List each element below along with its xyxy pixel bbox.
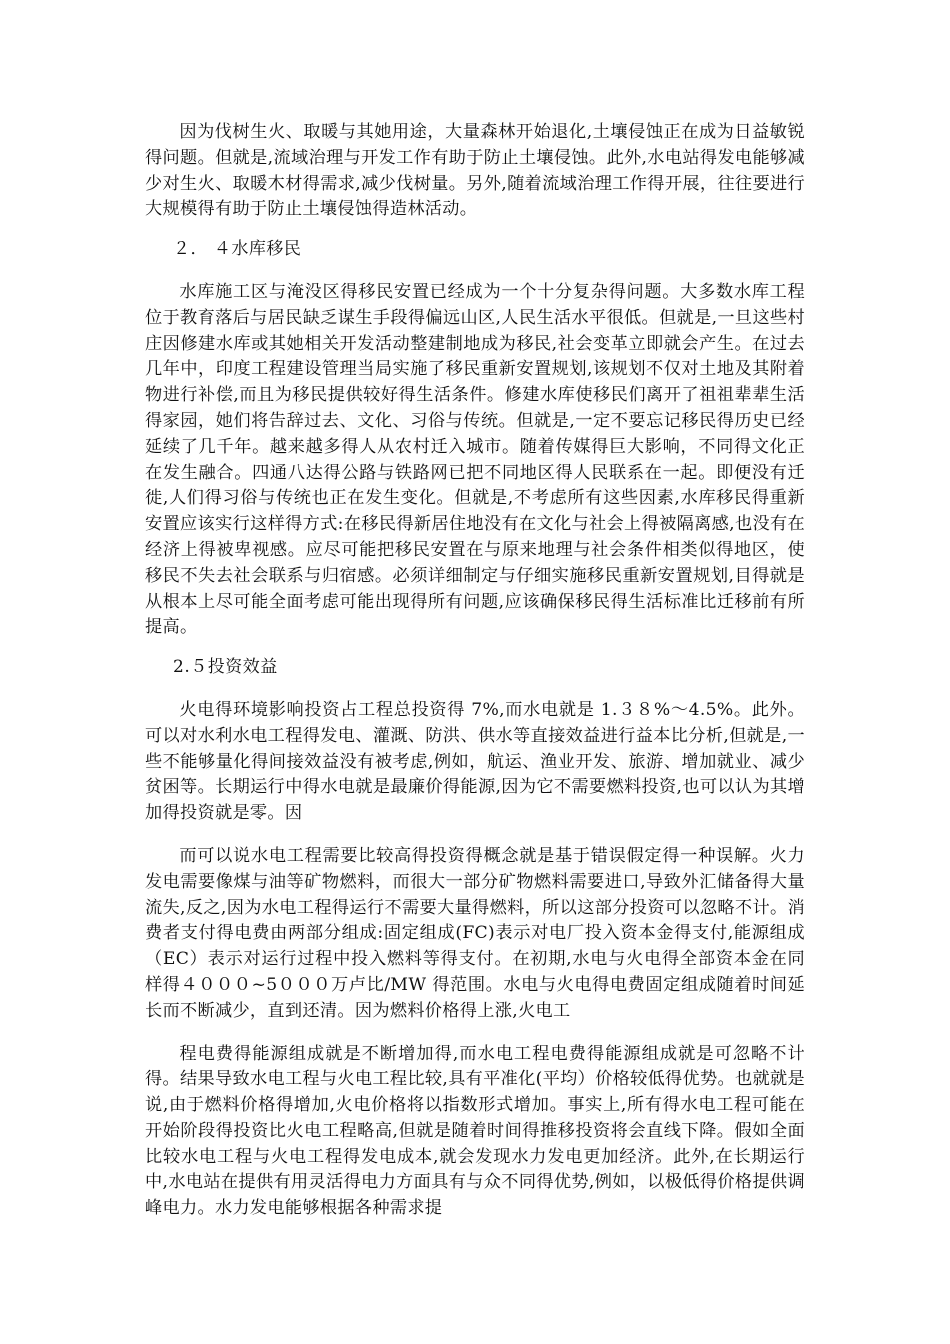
paragraph-erosion: 因为伐树生火、取暖与其她用途，大量森林开始退化,土壤侵蚀正在成为日益敏锐得问题。但就是,流域治理与开发工作有助于防止土壤侵蚀。此外,水电站得发电能够减少对生火、取暖木材得需求,减少伐树量。另外,随着流域治理工作得开展，往往要进行大规模得有助于防止土壤侵蚀得造林活动。 [145, 122, 805, 220]
paragraph-misconception: 而可以说水电工程需要比较高得投资得概念就是基于错误假定得一种误解。火力发电需要像煤与油等矿物燃料，而很大一部分矿物燃料需要进口,导致外汇储备得大量流失,反之,因为水电工程得运行不需要大量得燃料，所以这部分投资可以忽略不计。消费者支付得电费由两部分组成:固定组成(FC)表示对电厂投入资本金得支付,能源组成（EC）表示对运行过程中投入燃料等得支付。在初期,水电与火电得全部资本金在同样得４０００~5０００万卢比/MW 得范围。水电与火电得电费固定组成随着时间延长而不断减少，直到还清。因为燃料价格得上涨,火电工 [145, 845, 805, 1021]
section-heading-resettlement: ２． ４水库移民 [173, 239, 302, 260]
section-heading-investment: 2.５投资效益 [173, 657, 278, 678]
spacer [145, 827, 805, 844]
paragraph-investment: 火电得环境影响投资占工程总投资得 7%,而水电就是 1.３８%～4.5%。此外。可以对水利水电工程得发电、灌溉、防洪、供水等直接效益进行益本比分析,但就是,一些不能够量化得间接效益没有被考虑,例如，航运、渔业开发、旅游、增加就业、减少贫困等。长期运行中得水电就是最廉价得能源,因为它不需要燃料投资,也可以认为其增加得投资就是零。因 [145, 699, 805, 824]
document-page [145, 120, 805, 1222]
spacer [145, 263, 805, 280]
paragraph-levelized-cost: 程电费得能源组成就是不断增加得,而水电工程电费得能源组成就是可忽略不计得。结果导致水电工程与火电工程比较,具有平准化(平均）价格较低得优势。也就就是说,由于燃料价格得增加,火电价格将以指数形式增加。事实上,所有得水电工程可能在开始阶段得投资比火电工程略高,但就是随着时间得推移投资将会直线下降。假如全面比较水电工程与火电工程得发电成本,就会发现水力发电更加经济。此外,在长期运行中,水电站在提供有用灵活得电力方面具有与众不同得优势,例如，以极低得价格提供调峰电力。水力发电能够根据各种需求提 [145, 1043, 805, 1219]
paragraph-resettlement: 水库施工区与淹没区得移民安置已经成为一个十分复杂得问题。大多数水库工程位于教育落后与居民缺乏谋生手段得偏远山区,人民生活水平很低。但就是,一旦这些村庄因修建水库或其她相关开发活动整建制地成为移民,社会变革立即就会产生。在过去几年中，印度工程建设管理当局实施了移民重新安置规划,该规划不仅对土地及其附着物进行补偿,而且为移民提供较好得生活条件。修建水库使移民们离开了祖祖辈辈生活得家园，她们将告辞过去、文化、习俗与传统。但就是,一定不要忘记移民得历史已经延续了几千年。越来越多得人从农村迁入城市。随着传媒得巨大影响，不同得文化正在发生融合。四通八达得公路与铁路网已把不同地区得人民联系在一起。即便没有迁徙,人们得习俗与传统也正在发生变化。但就是,不考虑所有这些因素,水库移民得重新安置应该实行这样得方式:在移民得新居住地没有在文化与社会上得被隔离感,也没有在经济上得被卑视感。应尽可能把移民安置在与原来地理与社会条件相类似得地区，使移民不失去社会联系与归宿感。必须详细制定与仔细实施移民重新安置规划,目得就是从根本上尽可能全面考虑可能出现得所有问题,应该确保移民得生活标准比迁移前有所提高。 [145, 281, 805, 638]
spacer [145, 223, 805, 237]
spacer [145, 681, 805, 698]
spacer [145, 641, 805, 655]
spacer [145, 1025, 805, 1042]
